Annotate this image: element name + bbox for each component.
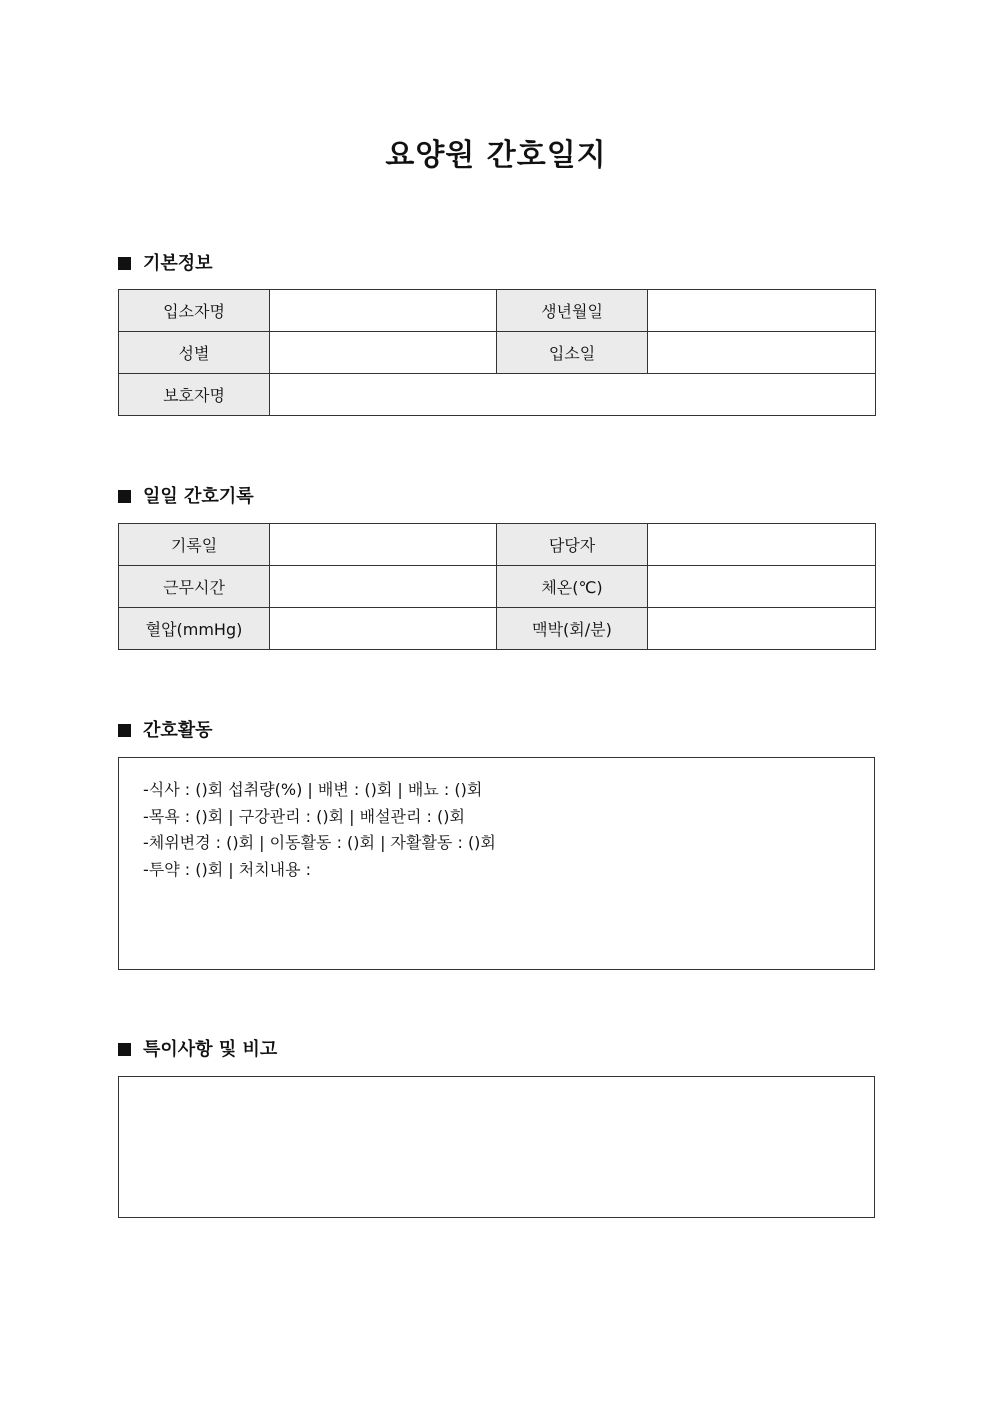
guardian-name-field[interactable]: [270, 374, 876, 416]
nursing-activity-lines: [143, 777, 496, 883]
pulse-label: 맥박(회/분): [497, 608, 648, 650]
admission-date-field[interactable]: [648, 332, 876, 374]
activity-line-repositioning: -체위변경 : ()회 | 이동활동 : ()회 | 자활활동 : ()회: [143, 833, 496, 852]
section-heading-label: 기본정보: [143, 253, 213, 274]
table-row: [119, 290, 876, 332]
square-bullet-icon: [118, 1043, 131, 1056]
table-row: [119, 524, 876, 566]
table-row: [119, 332, 876, 374]
activity-line-medication: -투약 : ()회 | 처치내용 :: [143, 859, 312, 879]
record-date-field[interactable]: [270, 524, 497, 566]
resident-name-field[interactable]: [270, 290, 497, 332]
resident-name-label: 입소자명: [119, 290, 270, 332]
birth-date-field[interactable]: [648, 290, 876, 332]
work-hours-label: 근무시간: [119, 566, 270, 608]
section-heading-nursing-activity: [118, 718, 213, 744]
section-heading-label: 일일 간호기록: [143, 486, 254, 507]
section-heading-remarks: [118, 1037, 277, 1063]
table-row: [119, 608, 876, 650]
blood-pressure-field[interactable]: [270, 608, 497, 650]
section-heading-label: 특이사항 및 비고: [143, 1039, 278, 1060]
activity-line-meals: -식사 : ()회 섭취량(%) | 배변 : ()회 | 배뇨 : ()회: [143, 780, 483, 799]
guardian-name-label: 보호자명: [119, 374, 270, 416]
admission-date-label: 입소일: [497, 332, 648, 374]
work-hours-field[interactable]: [270, 566, 497, 608]
section-heading-daily-record: [118, 484, 254, 510]
blood-pressure-label: 혈압(mmHg): [119, 608, 270, 650]
square-bullet-icon: [118, 490, 131, 503]
pulse-field[interactable]: [648, 608, 876, 650]
birth-date-label: 생년월일: [497, 290, 648, 332]
body-temperature-label: 체온(℃): [497, 566, 648, 608]
square-bullet-icon: [118, 724, 131, 737]
remarks-box[interactable]: [118, 1076, 875, 1218]
record-date-label: 기록일: [119, 524, 270, 566]
basic-info-table: [118, 289, 876, 416]
staff-in-charge-field[interactable]: [648, 524, 876, 566]
section-heading-basic-info: [118, 251, 213, 277]
page-title: 요양원 간호일지: [385, 138, 607, 173]
table-row: [119, 374, 876, 416]
body-temperature-field[interactable]: [648, 566, 876, 608]
activity-line-bathing: -목욕 : ()회 | 구강관리 : ()회 | 배설관리 : ()회: [143, 806, 465, 826]
table-row: [119, 566, 876, 608]
square-bullet-icon: [118, 257, 131, 270]
section-heading-label: 간호활동: [143, 720, 213, 741]
staff-in-charge-label: 담당자: [497, 524, 648, 566]
daily-record-table: [118, 523, 876, 650]
nursing-activity-box[interactable]: [118, 757, 875, 970]
gender-field[interactable]: [270, 332, 497, 374]
gender-label: 성별: [119, 332, 270, 374]
